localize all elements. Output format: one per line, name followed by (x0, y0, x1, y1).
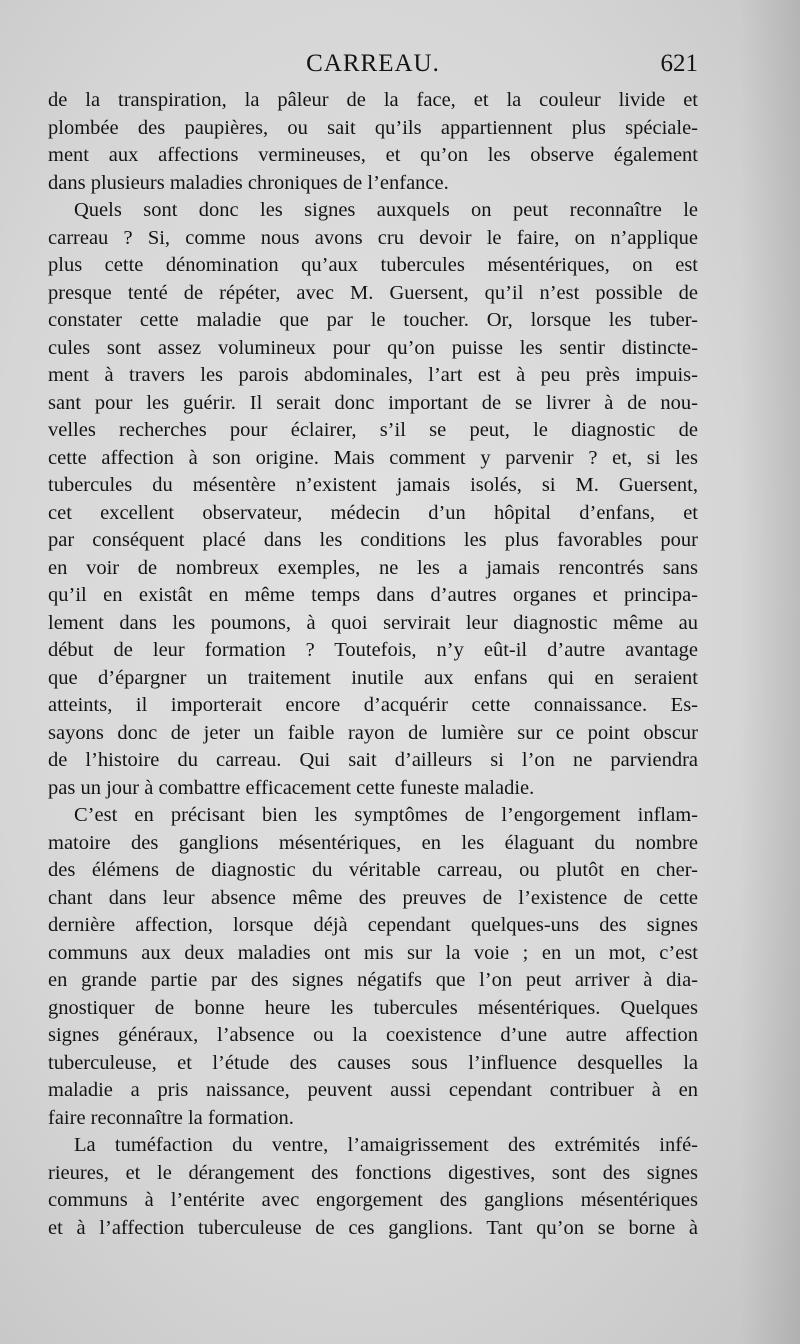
running-head: CARREAU. (306, 50, 440, 77)
body-text (48, 87, 698, 1242)
paragraph (48, 802, 698, 1132)
text-line: plus cette dénomination qu’aux tubercules mésentériques, on est (48, 254, 698, 276)
text-line: ment à travers les parois abdominales, l’art est à peu près impuis- (48, 364, 698, 386)
paragraph (48, 1132, 698, 1242)
text-line: et à l’affection tuberculeuse de ces ganglions. Tant qu’on se borne à (48, 1216, 698, 1239)
text-line: faire reconnaître la formation. (48, 1106, 294, 1129)
text-line: en voir de nombreux exemples, ne les a jamais rencontrés sans (48, 556, 698, 579)
text-line: presque tenté de répéter, avec M. Guersent, qu’il n’est possible de (48, 281, 698, 304)
text-line: communs à l’entérite avec engorgement des ganglions mésentériques (48, 1189, 698, 1211)
text-line: carreau ? Si, comme nous avons cru devoir le faire, on n’applique (48, 226, 698, 249)
text-line: signes généraux, l’absence ou la coexistence d’une autre affection (48, 1024, 698, 1046)
text-line: de la transpiration, la pâleur de la face, et la couleur livide et (48, 89, 698, 111)
page-edge-shadow (740, 0, 800, 1344)
text-line: par conséquent placé dans les conditions les plus favorables pour (48, 529, 698, 551)
text-line: communs aux deux maladies ont mis sur la voie ; en un mot, c’est (48, 941, 698, 964)
text-line: atteints, il importerait encore d’acquérir cette connaissance. Es- (48, 694, 698, 716)
text-line: chant dans leur absence même des preuves de l’existence de cette (48, 886, 698, 909)
text-line: C’est en précisant bien les symptômes de l’engorgement inflam- (74, 804, 698, 826)
text-line: qu’il en existât en même temps dans d’autres organes et principa- (48, 584, 698, 606)
text-line: dans plusieurs maladies chroniques de l’enfance. (48, 171, 449, 194)
text-line: tubercules du mésentère n’existent jamais isolés, si M. Guersent, (48, 474, 698, 496)
text-line: rieures, et le dérangement des fonctions digestives, sont des signes (48, 1161, 698, 1184)
text-line: début de leur formation ? Toutefois, n’y eût-il d’autre avantage (48, 639, 698, 661)
text-line: matoire des ganglions mésentériques, en les élaguant du nombre (48, 831, 698, 854)
text-line: La tuméfaction du ventre, l’amaigrissement des extrémités infé- (74, 1134, 698, 1156)
text-line: constater cette maladie que par le toucher. Or, lorsque les tuber- (48, 309, 698, 331)
text-line: en grande partie par des signes négatifs que l’on peut arriver à dia- (48, 969, 698, 991)
text-line: sant pour les guérir. Il serait donc important de se livrer à de nou- (48, 391, 698, 414)
text-line: des élémens de diagnostic du véritable carreau, ou plutôt en cher- (48, 859, 698, 881)
text-line: sayons donc de jeter un faible rayon de lumière sur ce point obscur (48, 721, 698, 744)
text-line: plombée des paupières, ou sait qu’ils appartiennent plus spéciale- (48, 116, 698, 139)
paragraph (48, 197, 698, 802)
text-line: gnostiquer de bonne heure les tubercules mésentériques. Quelques (48, 996, 698, 1019)
text-line: tuberculeuse, et l’étude des causes sous l’influence desquelles la (48, 1051, 698, 1074)
text-line: pas un jour à combattre efficacement cette funeste maladie. (48, 776, 535, 799)
paragraph (48, 87, 698, 197)
text-line: cules sont assez volumineux pour qu’on puisse les sentir distincte- (48, 336, 698, 359)
text-line: de l’histoire du carreau. Qui sait d’ailleurs si l’on ne parviendra (48, 749, 698, 771)
page-number: 621 (660, 50, 698, 77)
text-line: dernière affection, lorsque déjà cependant quelques-uns des signes (48, 914, 698, 936)
text-line: maladie a pris naissance, peuvent aussi cependant contribuer à en (48, 1079, 698, 1101)
text-line: lement dans les poumons, à quoi servirait leur diagnostic même au (48, 611, 698, 634)
page-header (48, 50, 698, 86)
text-line: ment aux affections vermineuses, et qu’on les observe également (48, 144, 698, 166)
text-line: velles recherches pour éclairer, s’il se peut, le diagnostic de (48, 419, 698, 441)
text-line: cette affection à son origine. Mais comment y parvenir ? et, si les (48, 446, 698, 469)
text-line: que d’épargner un traitement inutile aux enfans qui en seraient (48, 666, 698, 689)
text-line: Quels sont donc les signes auxquels on peut reconnaître le (74, 199, 698, 221)
text-line: cet excellent observateur, médecin d’un hôpital d’enfans, et (48, 501, 698, 524)
